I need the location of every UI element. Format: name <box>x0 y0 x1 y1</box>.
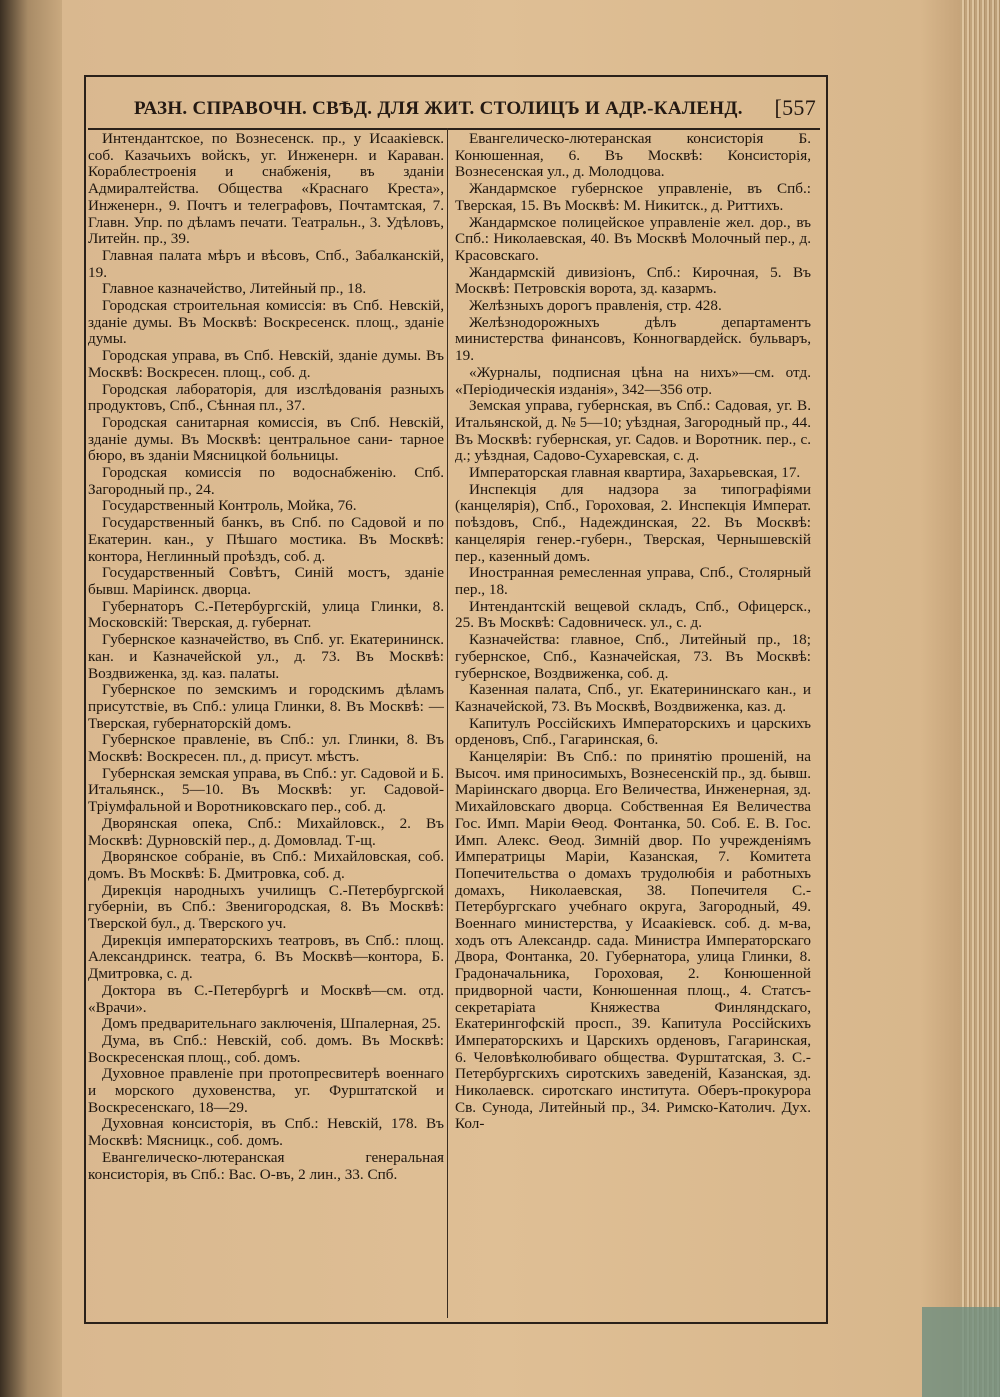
directory-entry: Губернское казначейство, въ Спб. уг. Екатерининск. кан. и Казначейской ул., д. 73. Въ Москвѣ: Воздвиженка, зд. каз. палаты. <box>88 631 444 682</box>
directory-entry: Евангелическо-лютеранская консисторія Б. Конюшенная, 6. Въ Москвѣ: Консисторія, Вознесенская ул., д. Молодцова. <box>455 130 811 181</box>
running-header <box>84 94 824 130</box>
directory-entry: Духовное правленіе при протопресвитерѣ военнаго и морского духовенства, уг. Фурштатской и Воскресенскаго, 18—29. <box>88 1065 444 1116</box>
directory-entry: Губернаторъ С.-Петербургскій, улица Глинки, 8. Московскій: Тверская, д. губернат. <box>88 597 444 632</box>
directory-entry: Городская санитарная комиссія, въ Спб. Невскій, зданіе думы. Въ Москвѣ: центральное сани- тарное бюро, въ зданіи Мясницкой больницы. <box>88 413 444 465</box>
directory-entry: Духовная консисторія, въ Спб.: Невскій, 178. Въ Москвѣ: Мясницк., соб. домъ. <box>88 1115 444 1150</box>
directory-entry: Жандармское губернское управленіе, въ Спб.: Тверская, 15. Въ Москвѣ: М. Никитск., д. Риттихъ. <box>455 180 811 214</box>
column-separator <box>447 128 448 1318</box>
left-column <box>88 131 444 1183</box>
directory-entry: Городская строительная комиссія: въ Спб. Невскій, зданіе думы. Въ Москвѣ: Воскресенск. площ., зданіе думы. <box>88 297 444 348</box>
directory-entry: Дворянская опека, Спб.: Михайловск., 2. Въ Москвѣ: Дурновскій пер., д. Домовлад. Т-щ. <box>88 814 444 849</box>
directory-entry: Городская лабораторія, для изслѣдованія разныхъ продуктовъ, Спб., Сѣнная пл., 37. <box>88 380 444 415</box>
page-number: [557 <box>774 95 816 120</box>
facing-page-edge <box>0 0 62 1397</box>
directory-entry: Дирекція народныхъ училищъ С.-Петербургской губерніи, въ Спб.: Звенигородская, 8. Въ Москвѣ: Тверской бул., д. Тверского уч. <box>88 881 444 933</box>
directory-entry: Желѣзнодорожныхъ дѣлъ департаментъ министерства финансовъ, Конногвардейск. бульваръ, 19. <box>455 313 811 365</box>
directory-entry: Дворянское собраніе, въ Спб.: Михайловская, соб. домъ. Въ Москвѣ: Б. Дмитровка, соб. д. <box>88 848 444 882</box>
right-column <box>455 131 811 1133</box>
directory-entry: Губернское правленіе, въ Спб.: ул. Глинки, 8. Въ Москвѣ: Воскресен. пл., д. присут. мѣстъ. <box>88 731 444 766</box>
directory-entry: Главное казначейство, Литейный пр., 18. <box>102 280 367 298</box>
directory-entry: Главная палата мѣръ и вѣсовъ, Спб., Забалканскій, 19. <box>88 246 444 281</box>
directory-entry: Государственный банкъ, въ Спб. по Садовой и по Екатерин. кан., у Пѣшаго мостика. Въ Москвѣ: контора, Неглинный проѣздъ, соб. д. <box>88 514 444 565</box>
directory-entry: Государственный Совѣтъ, Синій мостъ, зданіе бывш. Маріинск. дворца. <box>88 564 444 598</box>
directory-entry: Иностранная ремесленная управа, Спб., Столярный пер., 18. <box>455 564 811 598</box>
directory-entry: Дума, въ Спб.: Невскій, соб. домъ. Въ Москвѣ: Воскресенская площ., соб. домъ. <box>88 1031 444 1066</box>
directory-entry: Городская управа, въ Спб. Невскій, зданіе думы. Въ Москвѣ: Воскресен. площ., соб. д. <box>88 347 444 381</box>
directory-entry: Домъ предварительнаго заключенія, Шпалерная, 25. <box>102 1015 441 1033</box>
directory-entry: Желѣзныхъ дорогъ правленія, стр. 428. <box>469 297 722 315</box>
directory-entry: Канцеляріи: Въ Спб.: по принятію прошеній, на Высоч. имя приносимыхъ, Вознесенскій пр., зд. бывш. Маріинскаго дворца. Его Величества, Инженерная, зд. Михайловскаго дворца. Собственная Ея Величества Гос. Имп. Маріи Ѳеод. Фонтанка, 50. Соб. Е. В. Гос. Имп. Алекс. Ѳеод. Зимній двор. По учрежденіямъ Императрицы Маріи, Казанская, 7. Комитета Попечительства о домахъ трудолюбія и работныхъ домахъ, Николаевская, 38. Попечителя С.-Петербургскаго учебнаго округа, Загородный, 49. Военнаго министерства, у Исаакіевск. соб. д. м-ва, ходъ отъ Александр. сада. Министра Императорскаго Двора, Фонтанка, 20. Губернатора, улица Глинки, 8. Градоначальника, Гороховая, 2. Конюшенной придворной части, Конюшенная площ., 4. Статсъ-секретаріата Княжества Финляндскаго, Екатерингофскій просп., 39. Капитула Россійскихъ Императорскихъ и Царскихъ орденовъ, Гагаринская, 6. Человѣколюбиваго общества. Фурштатская, 3. С.-Петербургскихъ сиротскихъ заведеній, Казанская, зд. Николаевск. сиротскаго института. Оберъ-прокурора Св. Сунода, Литейный пр., 34. Римско-Католич. Дух. Кол- <box>455 748 811 1133</box>
directory-entry: Интендантскій вещевой складъ, Спб., Офицерск., 25. Въ Москвѣ: Садовническ. ул., с. д. <box>455 597 811 632</box>
directory-entry: Губернское по земскимъ и городскимъ дѣламъ присутствіе, въ Спб.: улица Глинки, 8. Въ Москвѣ: — Тверская, губернаторскій домъ. <box>88 681 444 732</box>
header-title: РАЗН. СПРАВОЧН. СВѢД. ДЛЯ ЖИТ. СТОЛИЦЪ И АДР.-КАЛЕНД. <box>134 98 743 119</box>
directory-entry: Городская комиссія по водоснабженію. Спб. Загородный пр., 24. <box>88 464 444 498</box>
directory-entry: Государственный Контроль, Мойка, 76. <box>102 497 357 515</box>
directory-entry: Инспекція для надзора за типографіями (канцелярія), Спб., Гороховая, 2. Инспекція Императ. поѣздовъ, Спб., Надеждинская, 22. Въ Москвѣ: канцелярія генер.-губерн., Тверская, Чернышевскій пер., казенный домъ. <box>455 480 811 565</box>
directory-entry: Казначейства: главное, Спб., Литейный пр., 18; губернское, Спб., Казначейская, 73. Въ Москвѣ: губернское, Воздвиженка, соб. д. <box>455 631 811 682</box>
directory-entry: Жандармскій дивизіонъ, Спб.: Кирочная, 5. Въ Москвѣ: Петровскія ворота, зд. казармъ. <box>455 263 811 298</box>
directory-entry: Доктора въ С.-Петербургѣ и Москвѣ—см. отд. «Врачи». <box>88 981 444 1016</box>
directory-entry: «Журналы, подписная цѣна на нихъ»—см. отд. «Періодическія изданія», 342—356 отр. <box>455 363 811 398</box>
page-stack-edge <box>960 0 1000 1397</box>
directory-entry: Капитулъ Россійскихъ Императорскихъ и царскихъ орденовъ, Спб., Гагаринская, 6. <box>455 714 811 749</box>
directory-entry: Казенная палата, Спб., уг. Екатерининскаго кан., и Казначейской, 73. Въ Москвѣ, Воздвиженка, каз. д. <box>455 681 811 715</box>
directory-entry: Евангелическо-лютеранская генеральная консисторія, въ Спб.: Вас. О-въ, 2 лин., 33. Спб. <box>88 1148 444 1183</box>
directory-entry: Жандармское полицейское управленіе жел. дор., въ Спб.: Николаевская, 40. Въ Москвѣ Молочный пер., д. Красовскаго. <box>455 213 811 264</box>
book-cloth <box>922 1307 1000 1397</box>
directory-entry: Губернская земская управа, въ Спб.: уг. Садовой и Б. Итальянск., 5—10. Въ Москвѣ: уг. Садовой-Тріумфальной и Воротниковскаго пер., соб. д. <box>88 764 444 816</box>
directory-entry: Земская управа, губернская, въ Спб.: Садовая, уг. В. Итальянской, д. № 5—10; уѣздная, Загородный пр., 44. Въ Москвѣ: губернская, уг. Садов. и Воротник. пер., с. д.; уѣздная, Садово-Сухаревская, с. д. <box>455 397 811 465</box>
directory-entry: Интендантское, по Вознесенск. пр., у Исаакіевск. соб. Казачьихъ войскъ, уг. Инженерн. и Караван. Кораблестроенія и снабженія, въ зданіи Адмиралтейства. Общества «Краснаго Креста», Инженерн., 9. Почтъ и телеграфовъ, Почтамтская, 7. Главн. Упр. по дѣламъ печати. Театральн., 3. Удѣловъ, Литейн. пр., 39. <box>88 130 444 248</box>
directory-entry: Императорская главная квартира, Захарьевская, 17. <box>469 464 801 482</box>
directory-entry: Дирекція императорскихъ театровъ, въ Спб.: площ. Александринск. театра, 6. Въ Москвѣ—контора, Б. Дмитровка, с. д. <box>88 931 444 983</box>
